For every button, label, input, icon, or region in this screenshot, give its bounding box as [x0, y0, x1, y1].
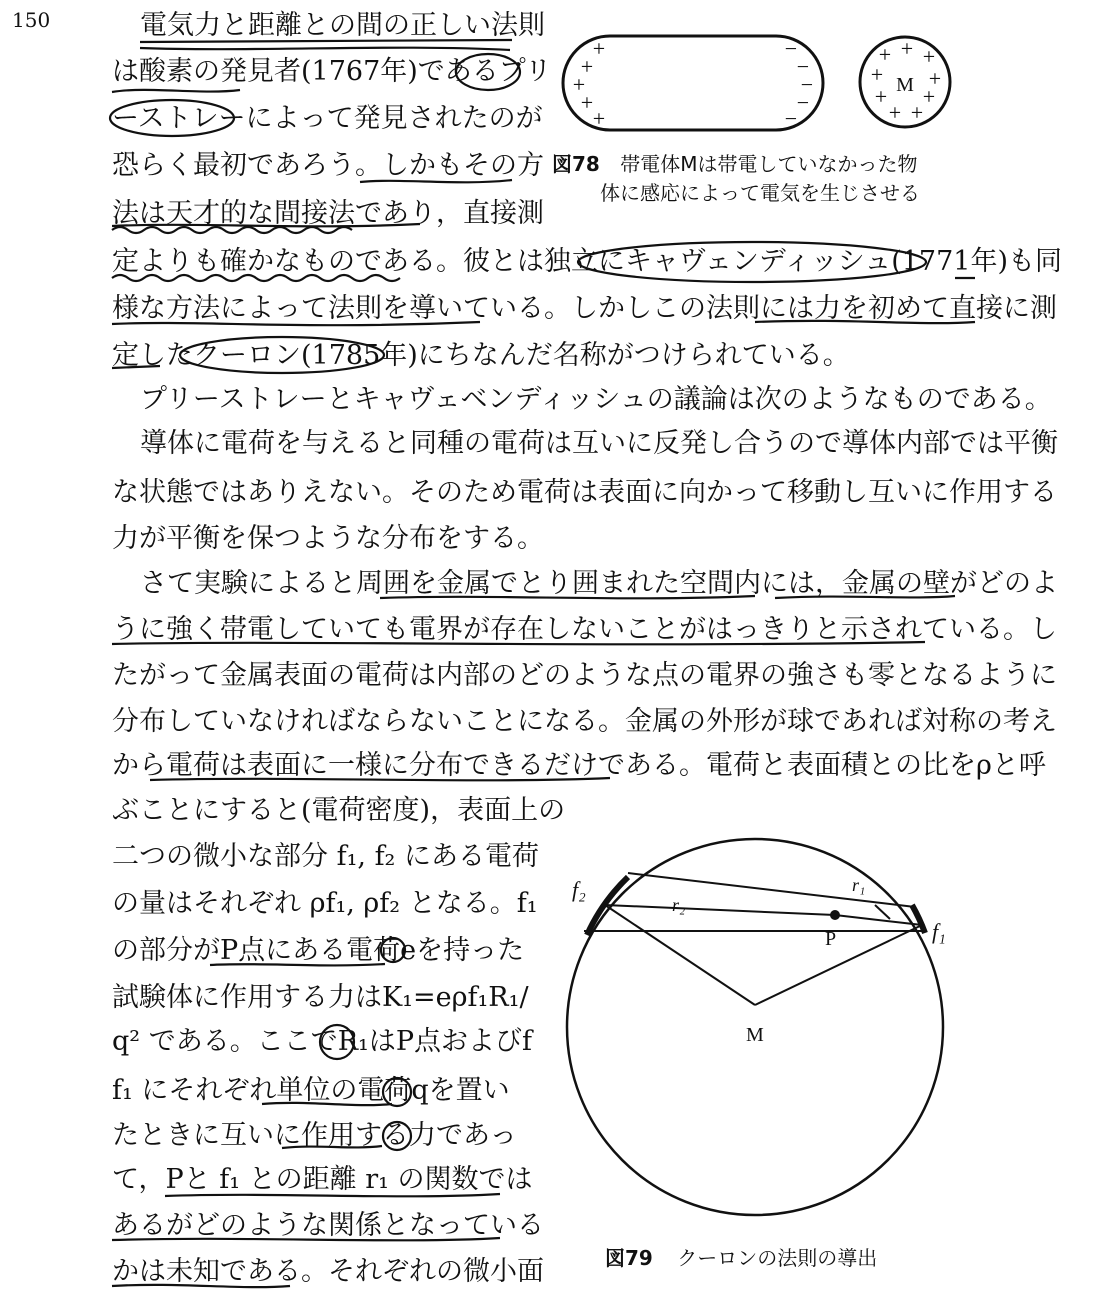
text-line: から電荷は表面に一様に分布できるだけである。電荷と表面積との比をρと呼 [112, 750, 1046, 781]
text-line: ーストレーによって発見されたのが [112, 103, 543, 134]
text-line: 法は天才的な間接法であり，直接測 [112, 198, 544, 229]
text-line: ぶことにすると(電荷密度)，表面上の [112, 795, 566, 826]
minus-sign: − [796, 54, 810, 79]
text-line: 分布していなければならないことになる。金属の外形が球であれば対称の考え [112, 706, 1057, 737]
figure-79 [560, 835, 960, 1235]
text-line: f₁ にそれぞれ単位の電荷qを置い [112, 1075, 510, 1106]
label-m: M [746, 1024, 764, 1046]
figure-78-caption [552, 148, 917, 177]
text-line: 恐らく最初であろう。しかもその方 [112, 150, 544, 181]
figure-79-label: 図79 [605, 1246, 653, 1270]
text-line: 定したクーロン(1785年)にちなんだ名称がつけられている。 [112, 340, 850, 371]
plus-sign: + [870, 62, 884, 87]
text-line: あるがどのような関係となっている [112, 1210, 544, 1241]
label-f2: f₂ [572, 877, 586, 902]
plus-sign: + [592, 36, 606, 61]
plus-sign: + [928, 66, 942, 91]
minus-sign: − [800, 72, 814, 97]
plus-sign: + [922, 84, 936, 109]
text-line: 力が平衡を保つような分布をする。 [112, 523, 544, 554]
text-line: さて実験によると周囲を金属でとり囲まれた空間内には，金属の壁がどのよ [140, 568, 1058, 599]
plus-sign: + [910, 100, 924, 125]
plus-sign: + [922, 44, 936, 69]
text-line: 定よりも確かなものである。彼とは独立にキャヴェンディッシュ(1771年)も同 [112, 246, 1062, 277]
figure-79-caption [605, 1242, 877, 1271]
text-line: の部分がP点にある電荷eを持った [112, 935, 525, 966]
plus-sign: + [888, 100, 902, 125]
plus-sign: + [580, 54, 594, 79]
text-line: は酸素の発見者(1767年)であるプリ [112, 56, 552, 87]
text-line: て，Pと f₁ との距離 r₁ の関数では [112, 1164, 533, 1195]
figure-78-label: 図78 [552, 152, 600, 176]
point-p [830, 910, 840, 920]
line-m-to-f1 [755, 925, 922, 1005]
minus-sign: − [784, 106, 798, 131]
text-line: 電気力と距離との間の正しい法則 [140, 10, 545, 41]
figure-79-caption-text: クーロンの法則の導出 [677, 1246, 878, 1270]
line-f2-to-m [605, 905, 755, 1005]
line-r2 [605, 905, 835, 915]
text-line: 様な方法によって法則を導いている。しかしこの法則には力を初めて直接に測 [112, 293, 1057, 324]
label-p: P [825, 928, 837, 950]
label-r1: r₁ [852, 875, 866, 895]
plus-sign: + [900, 36, 914, 61]
plus-sign: + [592, 106, 606, 131]
plus-sign: + [874, 84, 888, 109]
text-line: プリーストレーとキャヴェベンディッシュの議論は次のようなものである。 [140, 384, 1052, 415]
text-line: たときに互いに作用する力であっ [112, 1120, 517, 1151]
figure-78-caption-cont: 体に感応によって電気を生じさせる [600, 181, 920, 205]
page-number: 150 [12, 8, 51, 32]
text-line: うに強く帯電していても電界が存在しないことがはっきりと示されている。し [112, 614, 1057, 645]
plus-sign: + [878, 42, 892, 67]
plus-sign: + [580, 90, 594, 115]
figure-78 [555, 30, 965, 140]
text-line: たがって金属表面の電荷は内部のどのような点の電界の強さも零となるように [112, 660, 1057, 691]
label-r2: r₂ [672, 895, 686, 915]
figure-78-caption-line1: 帯電体Mは帯電していなかった物 [620, 152, 918, 176]
plus-sign: + [572, 72, 586, 97]
text-line: な状態ではありえない。そのため電荷は表面に向かって移動し互いに作用する [112, 477, 1057, 508]
text-line: の量はそれぞれ ρf₁, ρf₂ となる。f₁ [112, 888, 538, 919]
text-line: 試験体に作用する力はK₁=eρf₁R₁/ [112, 982, 529, 1013]
minus-sign: − [796, 90, 810, 115]
text-line: q² である。ここでR₁はP点およびf [112, 1026, 533, 1057]
r1-marker [875, 905, 890, 919]
minus-sign: − [784, 36, 798, 61]
text-line: 導体に電荷を与えると同種の電荷は互いに反発し合うので導体内部では平衡 [140, 428, 1058, 459]
label-f1: f₁ [932, 919, 946, 944]
text-line: 二つの微小な部分 f₁, f₂ にある電荷 [112, 841, 539, 872]
sphere-label: M [896, 74, 914, 96]
text-line: かは未知である。それぞれの微小面 [112, 1256, 544, 1287]
